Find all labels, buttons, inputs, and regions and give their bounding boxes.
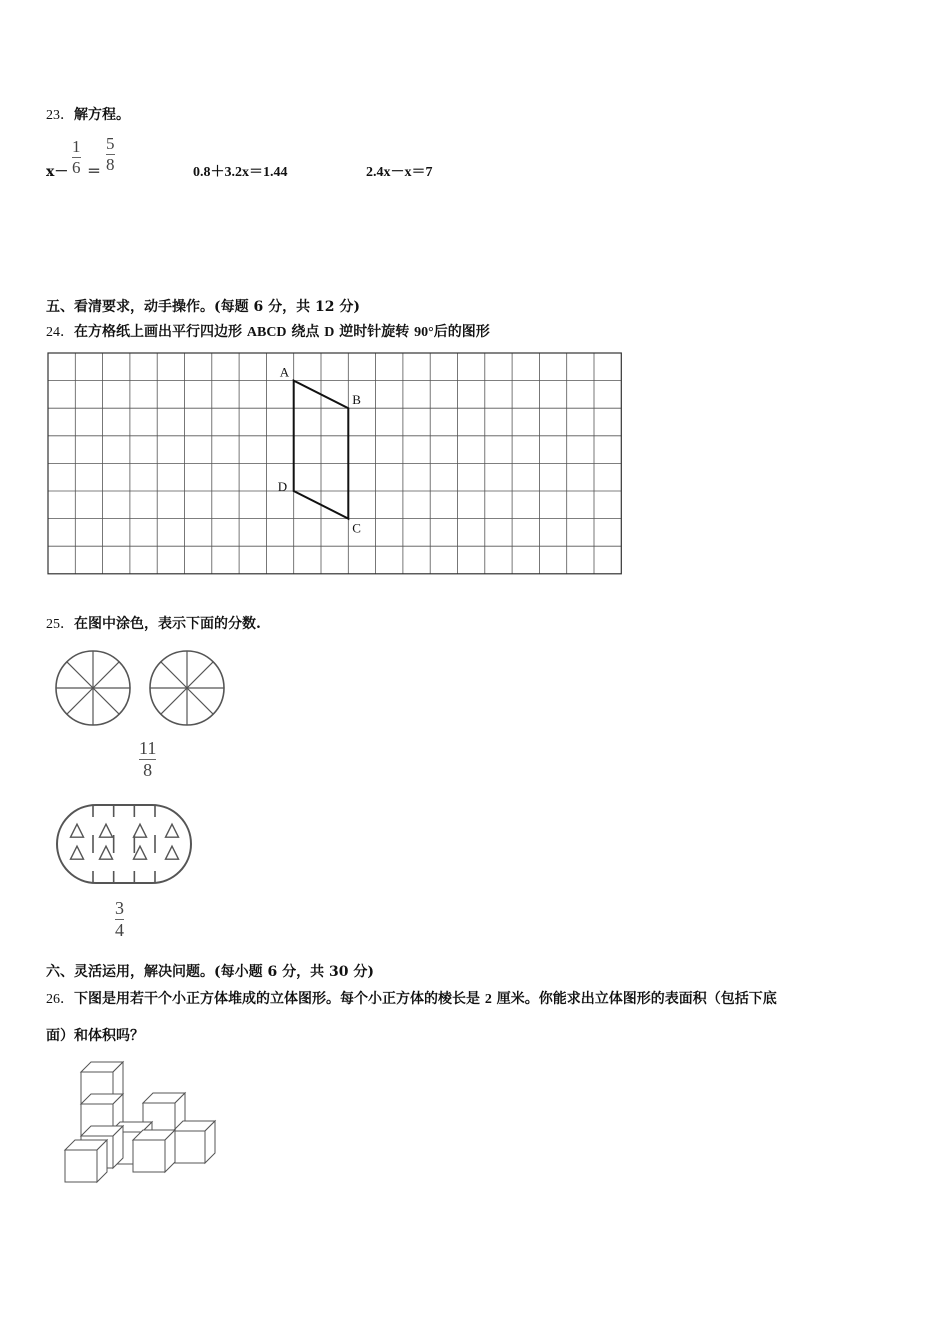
fraction-numerator: 5 [106,134,115,153]
fraction-denominator: 8 [143,760,153,780]
q24-text: D [324,325,335,340]
q24-text: ABCD [246,325,287,340]
q23-eq1-equals: ＝ [87,164,101,180]
q23-eq1-prefix: x－ [46,164,69,180]
fraction-numerator: 3 [115,898,124,918]
q24-text: 后的图形 [433,324,490,340]
q26-line2: 面）和体积吗？ [46,1028,144,1044]
q23-number: 23． [46,108,74,123]
q23-eq3: 2.4x－x＝7 [366,165,433,180]
vertex-label: C [352,520,361,536]
fraction-denominator: 4 [115,920,124,940]
q26-text: 下图是用若干个小正方体堆成的立体图形。每个小正方体的棱长是 [74,991,485,1007]
q24-text: 在方格纸上画出平行四边形 [74,324,247,340]
fraction-numerator: 1 [72,137,81,156]
q25-number: 25． [46,617,74,632]
vertex-label: A [279,364,290,380]
fraction-denominator: 8 [106,155,115,174]
q24-text: 绕点 [286,324,325,340]
q23-eq2: 0.8＋3.2x＝1.44 [193,165,288,180]
cube-front-face [173,1131,205,1163]
q26-text: 厘米。你能求出立体图形的表面积（包括下底 [491,991,777,1007]
q26-text: 2 [484,992,492,1007]
fraction-denominator: 6 [72,158,81,177]
q24-text: 90° [414,325,434,340]
vertex-label: B [352,392,361,408]
cube-front-face [65,1150,97,1182]
q25-text: 在图中涂色，表示下面的分数. [74,616,261,632]
section6-heading: 六、灵活运用，解决问题。(每小题 6 分，共 30 分) [46,964,374,980]
q24-number: 24． [46,325,74,340]
fraction-numerator: 11 [139,738,157,758]
vertex-label: D [277,479,288,494]
q24-text: 逆时针旋转 [334,324,415,340]
section5-heading: 五、看清要求，动手操作。(每题 6 分，共 12 分) [46,299,360,315]
cube-front-face [133,1140,165,1172]
q23-title: 解方程。 [74,107,130,123]
q26-number: 26． [46,992,74,1007]
